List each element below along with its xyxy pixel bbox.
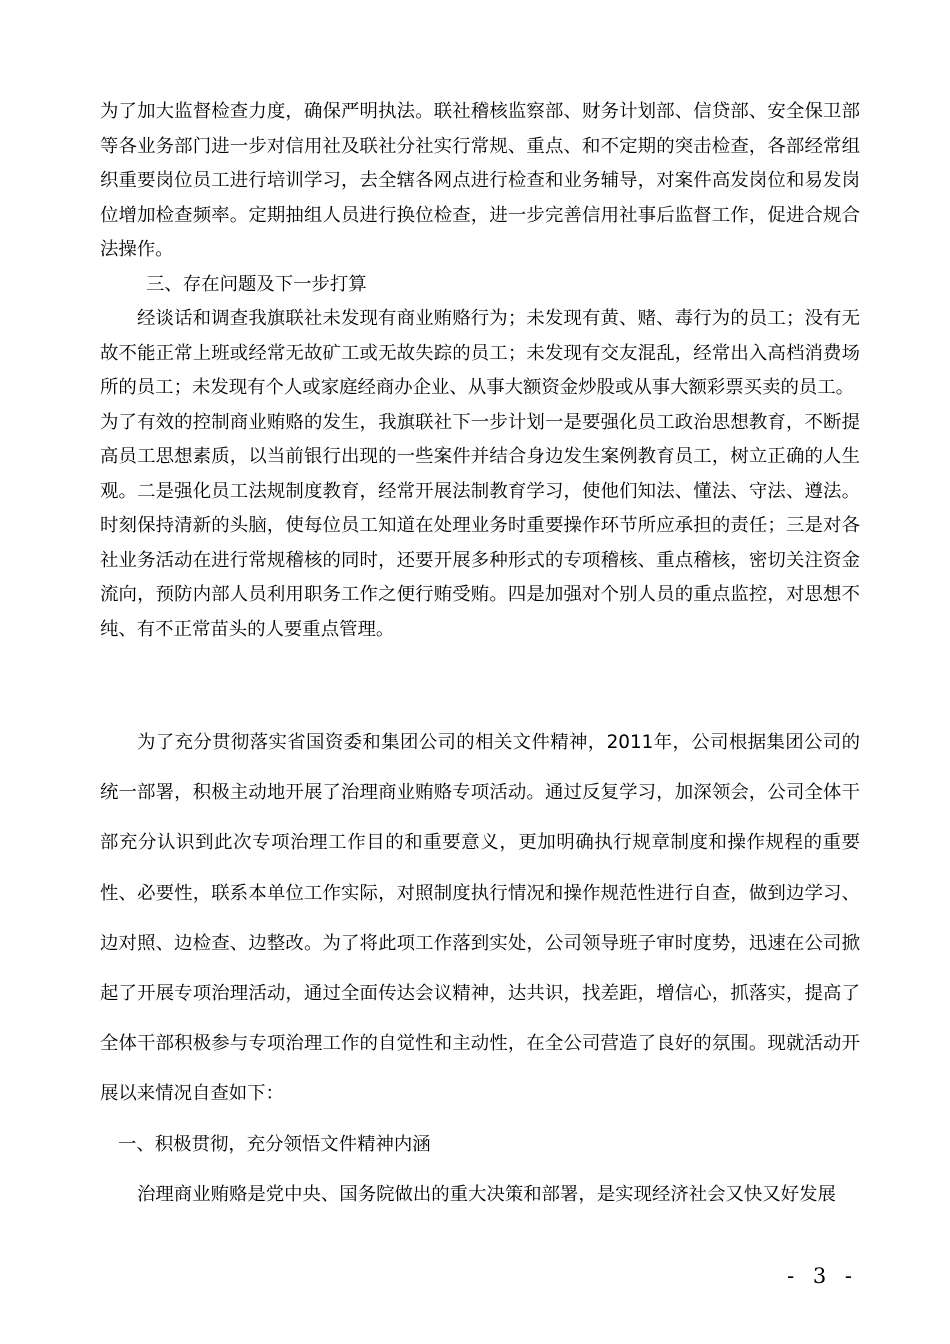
paragraph-report-intro: 为了充分贯彻落实省国资委和集团公司的相关文件精神，2011年，公司根据集团公司的统一部署，积极主动地开展了治理商业贿赂专项活动。通过反复学习，加深领会，公司全体干部充分认识到此次专项治理工作目的和重要意义，更加明确执行规章制度和操作规程的重要性、必要性，联系本单位工作实际，对照制度执行情况和操作规范性进行自查，做到边学习、边对照、边检查、边整改。为了将此项工作落到实处，公司领导班子审时度势，迅速在公司掀起了开展专项治理活动，通过全面传达会议精神，达共识，找差距，增信心，抓落实，提高了全体干部积极参与专项治理工作的自觉性和主动性，在全公司营造了良好的氛围。现就活动开展以来情况自查如下：: [100, 732, 860, 1105]
section-heading-implement-documents: 一、积极贯彻，充分领悟文件精神内涵: [118, 1133, 431, 1155]
paragraph-governance-decision: 治理商业贿赂是党中央、国务院做出的重大决策和部署，是实现经济社会又快又好发展: [137, 1183, 836, 1205]
paragraph-investigation-findings: 经谈话和调查我旗联社未发现有商业贿赂行为；未发现有黄、赌、毒行为的员工；没有无故不能正常上班或经常无故矿工或无故失踪的员工；未发现有交友混乱，经常出入高档消费场所的员工；未发现有个人或家庭经商办企业、从事大额资金炒股或从事大额彩票买卖的员工。: [100, 308, 860, 398]
section-heading-problems-next-steps: 三、存在问题及下一步打算: [146, 273, 367, 295]
paragraph-next-step-plan: 为了有效的控制商业贿赂的发生，我旗联社下一步计划一是要强化员工政治思想教育，不断提高员工思想素质，以当前银行出现的一些案件并结合身边发生案例教育员工，树立正确的人生观。二是强化员工法规制度教育，经常开展法制教育学习，使他们知法、懂法、守法、遵法。时刻保持清新的头脑，使每位员工知道在处理业务时重要操作环节所应承担的责任；三是对各社业务活动在进行常规稽核的同时，还要开展多种形式的专项稽核、重点稽核，密切关注资金流向，预防内部人员利用职务工作之便行贿受贿。四是加强对个别人员的重点监控，对思想不纯、有不正常苗头的人要重点管理。: [100, 411, 860, 640]
section-self-inspection-report: [100, 718, 860, 1220]
paragraph-supervision-inspection: 为了加大监督检查力度，确保严明执法。联社稽核监察部、财务计划部、信贷部、安全保卫部等各业务部门进一步对信用社及联社分社实行常规、重点、和不定期的突击检查，各部经常组织重要岗位员工进行培训学习，去全辖各网点进行检查和业务辅导，对案件高发岗位和易发岗位增加检查频率。定期抽组人员进行换位检查，进一步完善信用社事后监督工作，促进合规合法操作。: [100, 101, 860, 260]
section-supervision: [100, 95, 860, 647]
page-number: - 3 -: [787, 1264, 858, 1288]
